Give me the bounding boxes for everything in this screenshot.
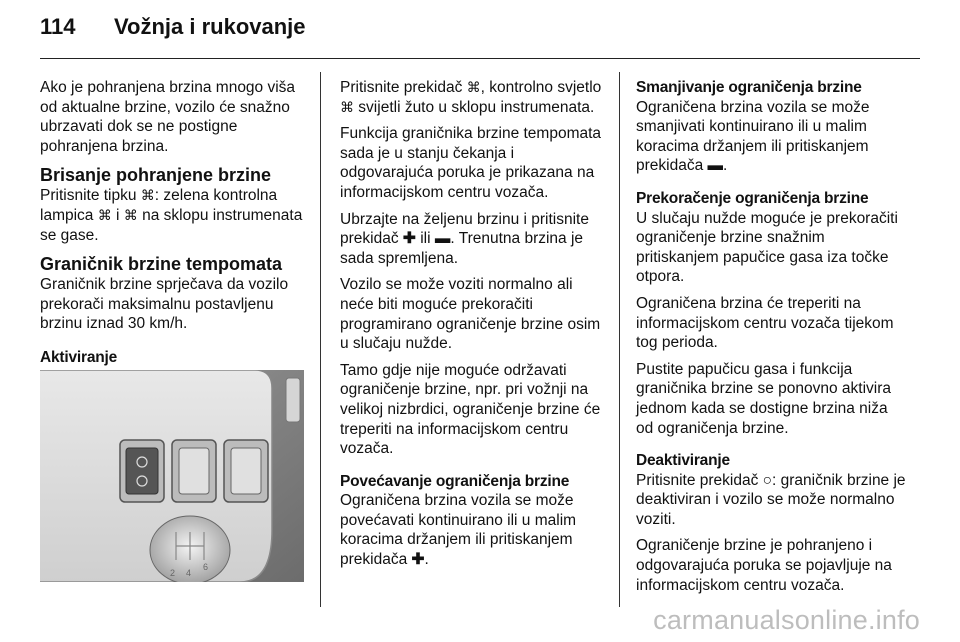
- watermark: carmanualsonline.info: [653, 605, 920, 635]
- clear-speed-paragraph: Pritisnite tipku ⌘: zelena kontrolna lampica ⌘ i ⌘ na sklopu instrumenata se gase.: [40, 187, 303, 244]
- minus-icon: ▬: [434, 230, 451, 248]
- chapter-title: Vožnja i rukovanje: [114, 14, 306, 39]
- deactivate-paragraph: Pritisnite prekidač ○: graničnik brzine je deaktiviran i vozilo se može normalno voziti.: [636, 471, 906, 528]
- increase-paragraph: Ograničena brzina vozila se može povećavati kontinuirano ili u malim koracima držanjem ili pritiskanjem prekidača ✚.: [340, 492, 577, 569]
- store-speed-paragraph: Ubrzajte na željenu brzinu i pritisnite prekidač ✚ ili ▬. Trenutna brzina je sada spremljena.: [340, 210, 589, 267]
- standby-paragraph: Funkcija graničnika brzine tempomata sada je u stanju čekanja i odgovarajuća poruka je prikazana na informacijskom centru vozača.: [340, 125, 602, 201]
- plus-icon: ✚: [402, 230, 416, 248]
- minus-icon: ▬: [707, 157, 724, 175]
- intro-paragraph: Ako je pohranjena brzina mnogo viša od aktualne brzine, vozilo će snažno ubrzavati dok se ne postigne pohranjena brzina.: [40, 79, 296, 155]
- speed-limiter-lamp-icon: ⌘: [97, 206, 112, 223]
- reactivate-paragraph: Pustite papučicu gasa i funkcija graničnika brzine se ponovno aktivira jednom kada se dostigne brzina niža od ograničenja brzine.: [636, 360, 892, 437]
- speed-limiter-lamp-icon: ⌘: [340, 98, 354, 115]
- column-3: [636, 78, 906, 602]
- section-title-speed-limiter: Graničnik brzine tempomata: [40, 254, 283, 275]
- flash-paragraph: Ograničena brzina će treperiti na informacijskom centru vozača tijekom tog perioda.: [636, 294, 894, 352]
- svg-text:2: 2: [170, 568, 176, 578]
- subheading-activation: Aktiviranje: [40, 348, 118, 366]
- plus-icon: ✚: [411, 551, 425, 569]
- subheading-decrease: Smanjivanje ograničenja brzine: [636, 79, 862, 96]
- speed-limiter-icon: ⌘: [140, 187, 155, 204]
- exceed-paragraph: U slučaju nužde moguće je prekoračiti ograničenje brzine snažnim pritiskanjem papučice gasa iza točke otpora.: [636, 209, 898, 286]
- svg-text:6: 6: [203, 562, 209, 572]
- column-divider: [619, 72, 620, 607]
- column-2: [340, 78, 604, 577]
- downhill-paragraph: Tamo gdje nije moguće održavati ograničenje brzine, npr. pri vožnji na velikoj nizbrdici, ograničenje brzine će treperiti na informacijskom centru vozača.: [340, 361, 601, 458]
- normal-driving-paragraph: Vozilo se može voziti normalno ali neće biti moguće prekoračiti programirano ograničenje brzine osim u slučaju nužde.: [340, 276, 601, 353]
- decrease-paragraph: Ograničena brzina vozila se može smanjivati kontinuirano ili u malim koracima držanjem ili pritiskanjem prekidača ▬.: [636, 98, 870, 175]
- speed-limiter-icon: ⌘: [466, 79, 481, 95]
- header-divider: [40, 58, 920, 59]
- column-1: [40, 78, 304, 368]
- subheading-deactivate: Deaktiviranje: [636, 452, 730, 470]
- svg-text:4: 4: [186, 568, 192, 578]
- stored-paragraph: Ograničenje brzine je pohranjeno i odgovarajuća poruka se pojavljuje na informacijskom centru vozača.: [636, 537, 892, 594]
- section-title-clear-speed: Brisanje pohranjene brzine: [40, 165, 272, 186]
- speed-limiter-paragraph: Graničnik brzine sprječava da vozilo prekorači maksimalnu postavljenu brzinu iznad 30 km/h.: [40, 276, 289, 333]
- page-header: [40, 14, 920, 54]
- subheading-exceed: Prekoračenje ograničenja brzine: [636, 189, 869, 207]
- subheading-increase: Povećavanje ograničenja brzine: [340, 472, 570, 490]
- switch-panel-photo: [40, 370, 304, 582]
- activation-paragraph: Pritisnite prekidač ⌘, kontrolno svjetlo ⌘ svijetli žuto u sklopu instrumenata.: [340, 79, 602, 116]
- column-divider: [320, 72, 321, 607]
- speed-limiter-icon: ⌘: [123, 206, 138, 223]
- page-number: 114: [40, 14, 76, 39]
- off-icon: ○: [762, 471, 773, 489]
